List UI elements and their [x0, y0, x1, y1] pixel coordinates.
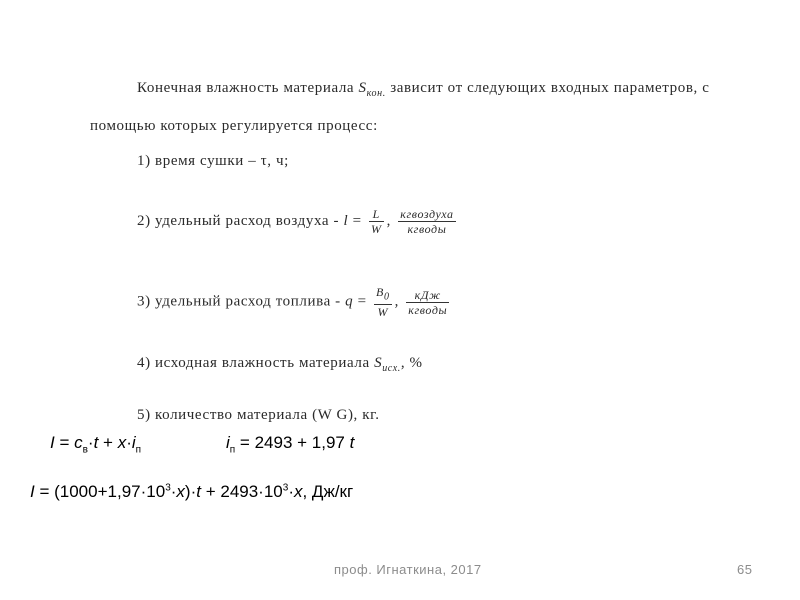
item-fuel-label: 3) удельный расход топлива -	[137, 293, 341, 310]
formula-enthalpy-expanded: $I = (1000+1,97\cdot 10^3\cdot x)\cdot t + 2493\cdot 10^3\cdot x$, Дж/кг	[30, 482, 354, 501]
page-number: 65	[737, 562, 753, 577]
fuel-lhs-var: q	[345, 293, 354, 310]
moisture-initial-var: $S_{исх.}$	[374, 355, 401, 374]
item-material-quantity: 5) количество материала (W G), кг.	[137, 407, 380, 423]
item-air-label: 2) удельный расход воздуха -	[137, 212, 340, 229]
intro-line-2: помощью которых регулируется процесс:	[90, 118, 378, 134]
item-air-consumption: 2) удельный расход воздуха - l = $\frac{L}{W}$ , $\frac{\text{кгвоздуха}}{\text{кгводы}}$	[137, 207, 454, 236]
item-fuel-consumption: 3) удельный расход топлива - q = $\frac{B_0}{W}$ , $\frac{\text{кДж}}{\text{кгводы}}$	[137, 285, 448, 320]
fuel-unit-fraction: $\frac{\text{кДж}}{\text{кгводы}}$	[408, 287, 448, 317]
moisture-final-var: $S_{кон.}$	[358, 80, 386, 99]
formula-enthalpy: $I = c_в\cdot t + x\cdot i_п$	[50, 433, 142, 456]
formula-vapor-enthalpy: $i_п = 2493 + 1,97$ t	[226, 433, 355, 456]
intro-line-1-start: Конечная влажность материала	[137, 80, 355, 96]
intro-line-1-end: зависит от следующих входных параметров, с	[390, 80, 710, 96]
air-lhs-var: l	[343, 212, 349, 229]
item-initial-moisture-label: 4) исходная влажность материала	[137, 355, 370, 371]
item-initial-moisture: 4) исходная влажность материала $S_{исх.}$, %	[137, 355, 423, 374]
fuel-ratio-fraction: $\frac{B_0}{W}$	[376, 285, 390, 320]
footer-author: проф. Игнаткина, 2017	[334, 562, 482, 577]
intro-line-1	[137, 80, 709, 99]
item-drying-time: 1) время сушки – τ, ч;	[137, 153, 289, 169]
air-unit-fraction: $\frac{\text{кгвоздуха}}{\text{кгводы}}$	[400, 207, 454, 236]
air-ratio-fraction: $\frac{L}{W}$	[370, 207, 382, 236]
